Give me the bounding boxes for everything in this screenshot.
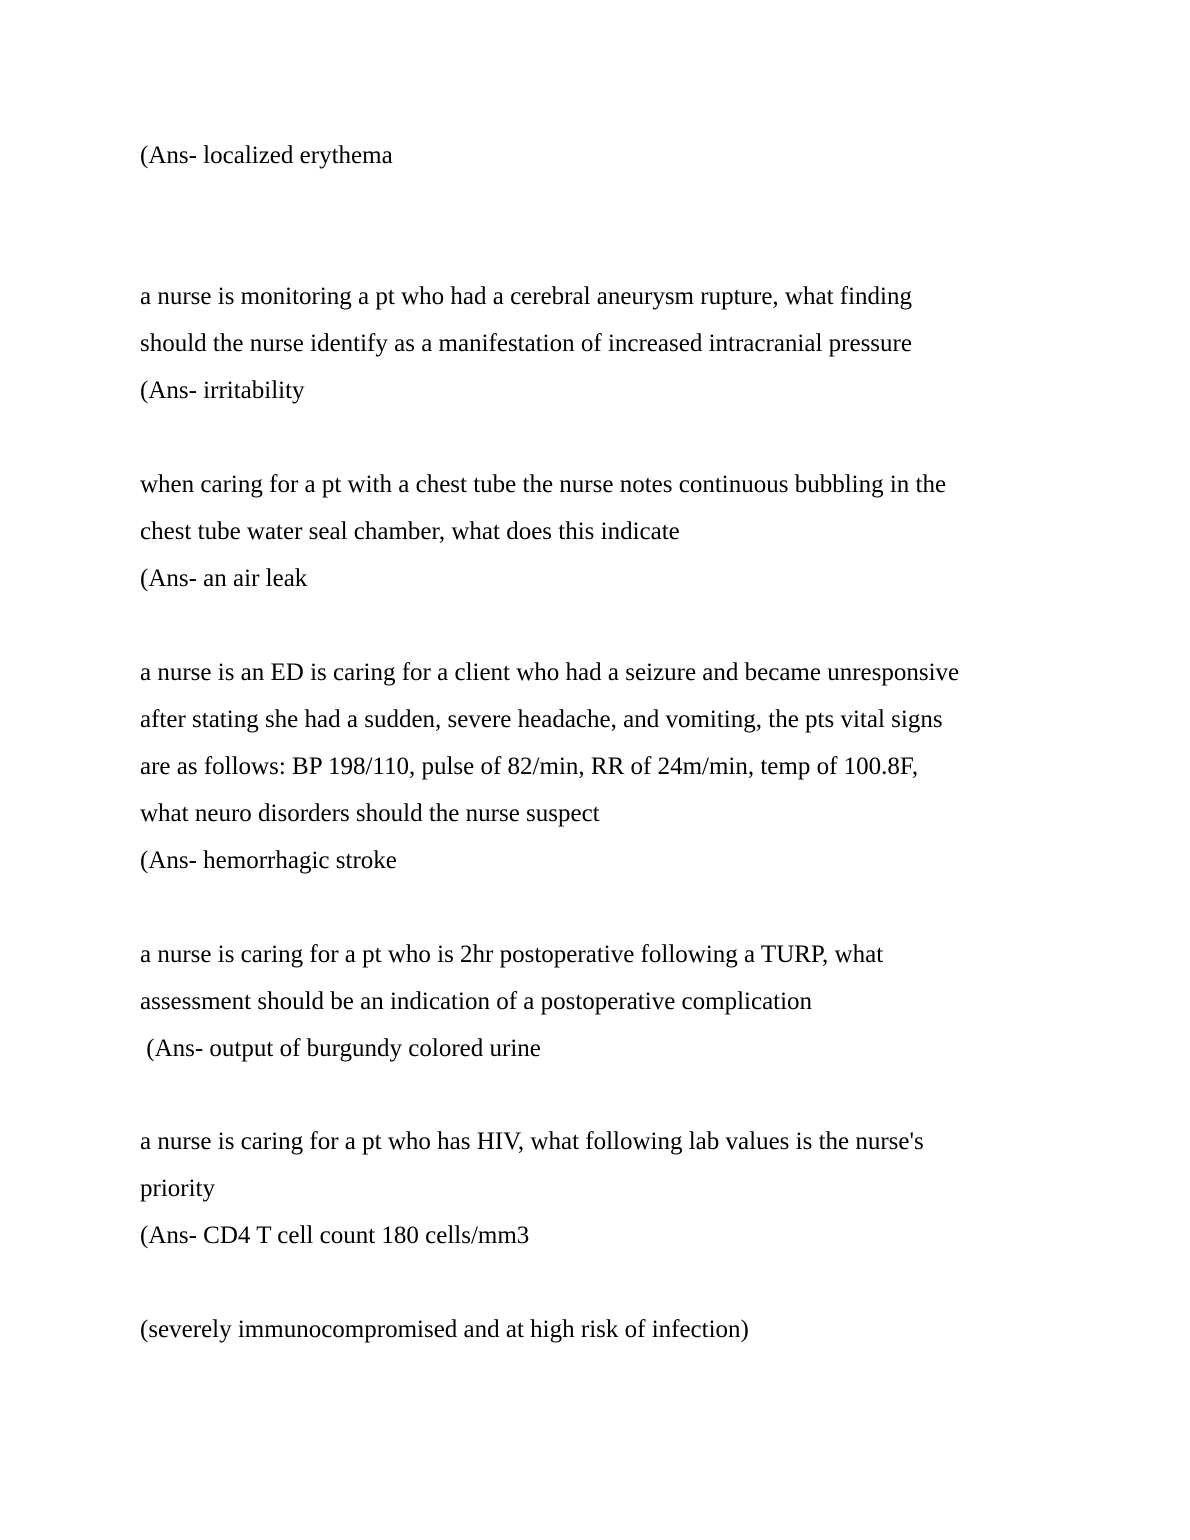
question-text: are as follows: BP 198/110, pulse of 82/min, RR of 24m/min, temp of 100.8F,: [140, 753, 919, 780]
question-text: a nurse is monitoring a pt who had a cerebral aneurysm rupture, what finding: [140, 283, 912, 310]
answer-text: (Ans- hemorrhagic stroke: [140, 847, 397, 874]
answer-text: (Ans- an air leak: [140, 565, 308, 592]
answer-text: (Ans- CD4 T cell count 180 cells/mm3: [140, 1222, 530, 1249]
question-text: a nurse is an ED is caring for a client who had a seizure and became unresponsive: [140, 659, 960, 686]
question-text: should the nurse identify as a manifestation of increased intracranial pressure: [140, 330, 912, 357]
answer-text: (Ans- output of burgundy colored urine: [140, 1035, 541, 1062]
question-text: a nurse is caring for a pt who has HIV, what following lab values is the nurse's: [140, 1128, 924, 1155]
note-text: (severely immunocompromised and at high risk of infection): [140, 1316, 749, 1343]
question-text: what neuro disorders should the nurse suspect: [140, 800, 600, 827]
question-text: when caring for a pt with a chest tube the nurse notes continuous bubbling in the: [140, 471, 947, 498]
question-text: a nurse is caring for a pt who is 2hr postoperative following a TURP, what: [140, 941, 884, 968]
answer-text: (Ans- localized erythema: [140, 142, 393, 169]
question-text: chest tube water seal chamber, what does this indicate: [140, 518, 680, 545]
question-text: priority: [140, 1175, 215, 1202]
question-text: assessment should be an indication of a postoperative complication: [140, 988, 813, 1015]
answer-text: (Ans- irritability: [140, 377, 305, 404]
question-text: after stating she had a sudden, severe headache, and vomiting, the pts vital signs: [140, 706, 943, 733]
